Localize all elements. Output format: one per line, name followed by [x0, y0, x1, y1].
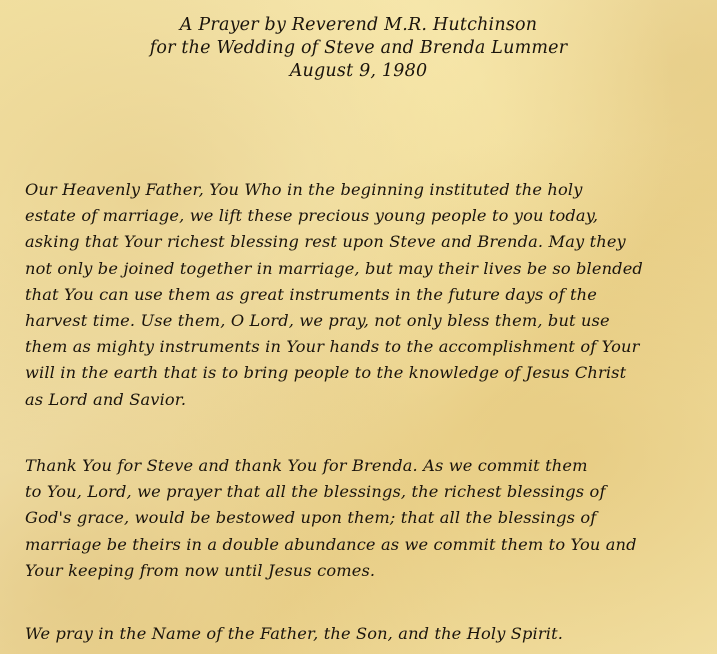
- paragraph-line: not only be joined together in marriage, but may their lives be so blended: [25, 258, 643, 278]
- paragraph-line: asking that Your richest blessing rest upon Steve and Brenda. May they: [25, 232, 626, 252]
- prayer-paragraph-3: [25, 621, 693, 647]
- paragraph-line: Thank You for Steve and thank You for Brenda. As we commit them: [25, 456, 588, 475]
- paragraph-line: We pray in the Name of the Father, the Son, and the Holy Spirit.: [25, 624, 564, 643]
- paragraph-line: Your keeping from now until Jesus comes.: [25, 560, 376, 580]
- paragraph-line: that You can use them as great instruments in the future days of the: [25, 284, 597, 304]
- paragraph-line: will in the earth that is to bring people to the knowledge of Jesus Christ: [25, 363, 627, 383]
- paragraph-line: Our Heavenly Father, You Who in the beginning instituted the holy: [25, 180, 583, 199]
- prayer-paragraph-2: [25, 453, 693, 584]
- document-heading: [0, 14, 717, 83]
- heading-date: August 9, 1980: [289, 61, 428, 81]
- paragraph-line: them as mighty instruments in Your hands to the accomplishment of Your: [25, 337, 640, 357]
- paragraph-line: God's grace, would be bestowed upon them; that all the blessings of: [25, 508, 597, 528]
- paragraph-line: estate of marriage, we lift these precious young people to you today,: [25, 206, 599, 226]
- paragraph-line: as Lord and Savior.: [25, 389, 187, 409]
- prayer-paragraph-1: [25, 177, 693, 413]
- heading-title: A Prayer by Reverend M.R. Hutchinson: [179, 15, 538, 35]
- paragraph-line: harvest time. Use them, O Lord, we pray, not only bless them, but use: [25, 311, 610, 331]
- heading-occasion: for the Wedding of Steve and Brenda Lummer: [149, 38, 568, 58]
- paragraph-line: marriage be theirs in a double abundance as we commit them to You and: [25, 534, 637, 554]
- paragraph-line: to You, Lord, we prayer that all the blessings, the richest blessings of: [25, 482, 606, 502]
